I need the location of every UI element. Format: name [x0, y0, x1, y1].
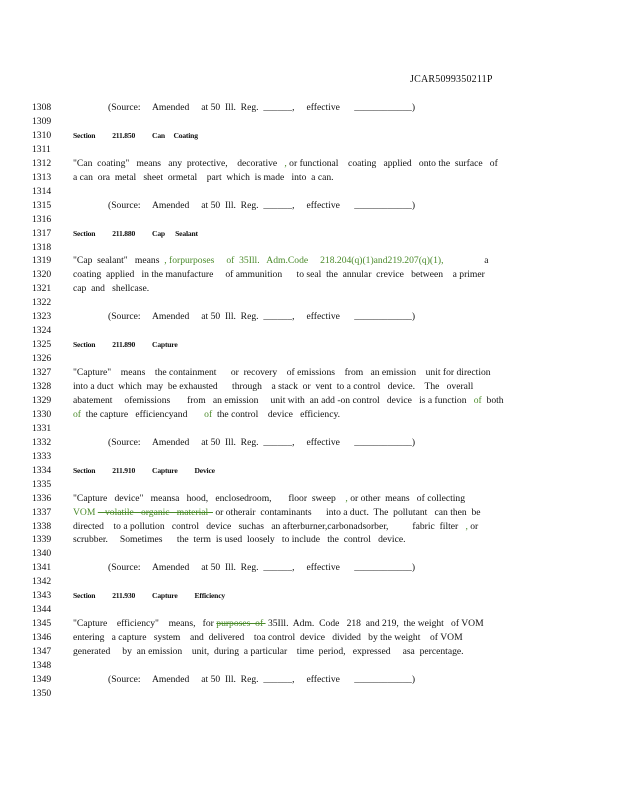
line-number: 1350 — [32, 687, 52, 699]
line-number: 1343 — [32, 590, 52, 602]
line-number: 1331 — [32, 422, 52, 434]
section-heading — [73, 464, 215, 477]
line-number: 1313 — [32, 171, 52, 183]
text-run: "Cap sealant" means — [73, 255, 165, 267]
line-number: 1332 — [32, 436, 52, 448]
text-run: generated by an emission unit, during a particular time period, expressed asa percentage. — [73, 646, 464, 658]
text-run: Section 211.890 Capture — [73, 340, 178, 350]
document-line — [0, 408, 618, 421]
line-number: 1346 — [32, 632, 52, 644]
line-text — [73, 492, 465, 505]
deleted-text: volatile organic material — [97, 506, 213, 518]
text-run: or functional coating applied onto the surface of — [286, 157, 498, 169]
text-run: the control device efficiency. — [212, 408, 341, 420]
document-line — [0, 394, 618, 407]
document-line — [0, 338, 618, 351]
text-run: a — [443, 255, 489, 267]
inserted-text: of — [73, 408, 81, 420]
line-number: 1318 — [32, 241, 52, 253]
document-line — [0, 603, 618, 616]
document-line — [0, 450, 618, 463]
line-number: 1326 — [32, 353, 52, 365]
document-line — [0, 422, 618, 435]
document-line — [0, 241, 618, 254]
section-heading — [73, 227, 198, 240]
text-run: (Source: Amended at 50 Ill. Reg. ______, effective ____________) — [108, 562, 416, 574]
text-run: entering a capture system and delivered toa control device divided by the weight of VOM — [73, 632, 463, 644]
inserted-text: VOM — [73, 506, 98, 518]
text-run: "Capture efficiency" means, for — [73, 618, 217, 630]
line-number: 1330 — [32, 408, 52, 420]
document-line — [0, 310, 618, 323]
line-number: 1329 — [32, 394, 52, 406]
source-note — [108, 436, 415, 449]
line-number: 1341 — [32, 562, 52, 574]
line-text — [73, 533, 406, 546]
line-text — [73, 506, 481, 519]
document-line — [0, 171, 618, 184]
text-run: Section 211.910 Capture Device — [73, 465, 215, 475]
document-line — [0, 492, 618, 505]
line-number: 1328 — [32, 381, 52, 392]
deleted-text: purposes of — [216, 618, 266, 630]
document-line — [0, 143, 618, 156]
document-line — [0, 436, 618, 449]
source-note — [108, 199, 415, 212]
line-number: 1321 — [32, 283, 52, 295]
line-text — [73, 254, 489, 267]
source-note — [108, 561, 415, 574]
document-line — [0, 227, 618, 240]
document-line — [0, 547, 618, 560]
line-number: 1317 — [32, 227, 52, 239]
line-number: 1345 — [32, 618, 52, 630]
line-number: 1348 — [32, 660, 52, 671]
line-number: 1336 — [32, 492, 52, 504]
document-line — [0, 185, 618, 198]
document-line — [0, 464, 618, 477]
document-line — [0, 324, 618, 337]
line-number: 1327 — [32, 367, 52, 379]
document-line — [0, 199, 618, 212]
document-line — [0, 520, 618, 533]
text-run: scrubber. Sometimes the term is used loosely to include the control device. — [73, 534, 406, 546]
document-line — [0, 617, 618, 630]
text-run: (Source: Amended at 50 Ill. Reg. ______, effective ____________) — [108, 436, 416, 448]
text-run: "Can coating" means any protective, decorative — [73, 157, 285, 169]
line-number: 1347 — [32, 646, 52, 658]
document-line — [0, 561, 618, 574]
document-line — [0, 366, 618, 379]
text-run: Section 211.880 Cap Sealant — [73, 228, 198, 238]
line-number: 1333 — [32, 450, 52, 462]
document-line — [0, 268, 618, 281]
source-note — [108, 310, 415, 323]
text-run: the capture efficiencyand — [81, 408, 205, 420]
document-line — [0, 115, 618, 128]
line-number: 1315 — [32, 199, 52, 211]
document-line — [0, 101, 618, 114]
text-run: into a duct which may be exhausted through a stack or vent to a control device. The overall — [73, 381, 474, 392]
text-run: or otherair contaminants into a duct. The pollutant can then be — [212, 506, 481, 518]
text-run: cap and shellcase. — [73, 283, 150, 295]
line-number: 1309 — [32, 115, 52, 127]
document-code-header: JCAR5099350211P — [410, 74, 493, 85]
document-line — [0, 380, 618, 393]
inserted-text: of — [204, 408, 213, 420]
line-text — [73, 282, 149, 295]
line-number: 1311 — [32, 143, 51, 155]
source-note — [108, 673, 415, 686]
line-text — [73, 408, 340, 421]
document-line — [0, 282, 618, 295]
text-run: Section 211.930 Capture Efficiency — [73, 591, 225, 601]
text-run: (Source: Amended at 50 Ill. Reg. ______, effective ____________) — [108, 102, 416, 113]
text-run: Section 211.850 Can Coating — [73, 130, 198, 140]
line-number: 1322 — [32, 297, 52, 309]
section-heading — [73, 589, 225, 602]
text-run: both — [484, 394, 504, 406]
line-text — [73, 617, 484, 630]
section-heading — [73, 129, 198, 142]
line-number: 1319 — [32, 255, 52, 267]
line-number: 1320 — [32, 269, 52, 281]
document-line — [0, 157, 618, 170]
document-line — [0, 631, 618, 644]
line-number: 1308 — [32, 102, 52, 113]
line-number: 1344 — [32, 604, 52, 616]
document-line — [0, 129, 618, 142]
line-text — [73, 157, 498, 170]
text-run: 35Ill. Adm. Code 218 and 219, the weight of VOM — [265, 618, 484, 630]
inserted-text: , — [465, 520, 468, 532]
line-text — [73, 366, 491, 379]
section-heading — [73, 338, 178, 351]
document-line — [0, 352, 618, 365]
text-run: (Source: Amended at 50 Ill. Reg. ______, effective ____________) — [108, 311, 416, 323]
line-number: 1338 — [32, 520, 52, 532]
line-text — [73, 380, 473, 393]
text-run: "Capture device" meansa hood, enclosedroom, floor sweep — [73, 492, 346, 504]
line-number: 1334 — [32, 464, 52, 476]
text-run: or — [467, 520, 479, 532]
document-line — [0, 645, 618, 658]
line-number: 1324 — [32, 325, 52, 337]
line-text — [73, 645, 464, 658]
document-line — [0, 575, 618, 588]
line-text — [73, 520, 478, 533]
line-number: 1342 — [32, 576, 52, 588]
text-run: coating applied in the manufacture of ammunition to seal the annular crevice between a primer — [73, 269, 485, 281]
text-run: directed to a pollution control device suchas an afterburner,carbonadsorber, fabric filter — [73, 520, 466, 532]
document-line — [0, 589, 618, 602]
document-line — [0, 478, 618, 491]
line-number: 1339 — [32, 534, 52, 546]
document-line — [0, 659, 618, 672]
inserted-text: , — [345, 492, 348, 504]
text-run: or other means of collecting — [347, 492, 466, 504]
line-number: 1310 — [32, 129, 52, 141]
text-run: (Source: Amended at 50 Ill. Reg. ______, effective ____________) — [108, 199, 416, 211]
document-line — [0, 213, 618, 226]
line-number: 1312 — [32, 157, 52, 169]
text-run: abatement ofemissions from an emission unit with an add -on control device is a function — [73, 394, 474, 406]
inserted-text: of — [473, 394, 485, 406]
line-text — [73, 631, 463, 644]
source-note — [108, 101, 415, 114]
document-line — [0, 506, 618, 519]
line-number: 1337 — [32, 506, 52, 518]
inserted-text: , — [284, 157, 287, 169]
line-text — [73, 394, 504, 407]
document-line — [0, 533, 618, 546]
text-run: (Source: Amended at 50 Ill. Reg. ______, effective ____________) — [108, 673, 416, 685]
line-text — [73, 171, 334, 184]
line-number: 1335 — [32, 478, 52, 490]
line-number: 1325 — [32, 339, 52, 351]
text-run: a can ora metal sheet ormetal part which is made into a can. — [73, 171, 334, 183]
line-number: 1314 — [32, 185, 52, 197]
inserted-text: , forpurposes of 35Ill. Adm.Code 218.204(q)(1)and219.207(q)(1), — [164, 255, 444, 267]
document-line — [0, 687, 618, 700]
document-line — [0, 673, 618, 686]
line-text — [73, 268, 485, 281]
document-line — [0, 254, 618, 267]
text-run: "Capture" means the containment or recovery of emissions from an emission unit for direction — [73, 367, 491, 379]
line-number: 1316 — [32, 213, 52, 225]
document-line — [0, 296, 618, 309]
line-number: 1349 — [32, 673, 52, 685]
line-number: 1340 — [32, 548, 52, 560]
line-number: 1323 — [32, 311, 52, 323]
